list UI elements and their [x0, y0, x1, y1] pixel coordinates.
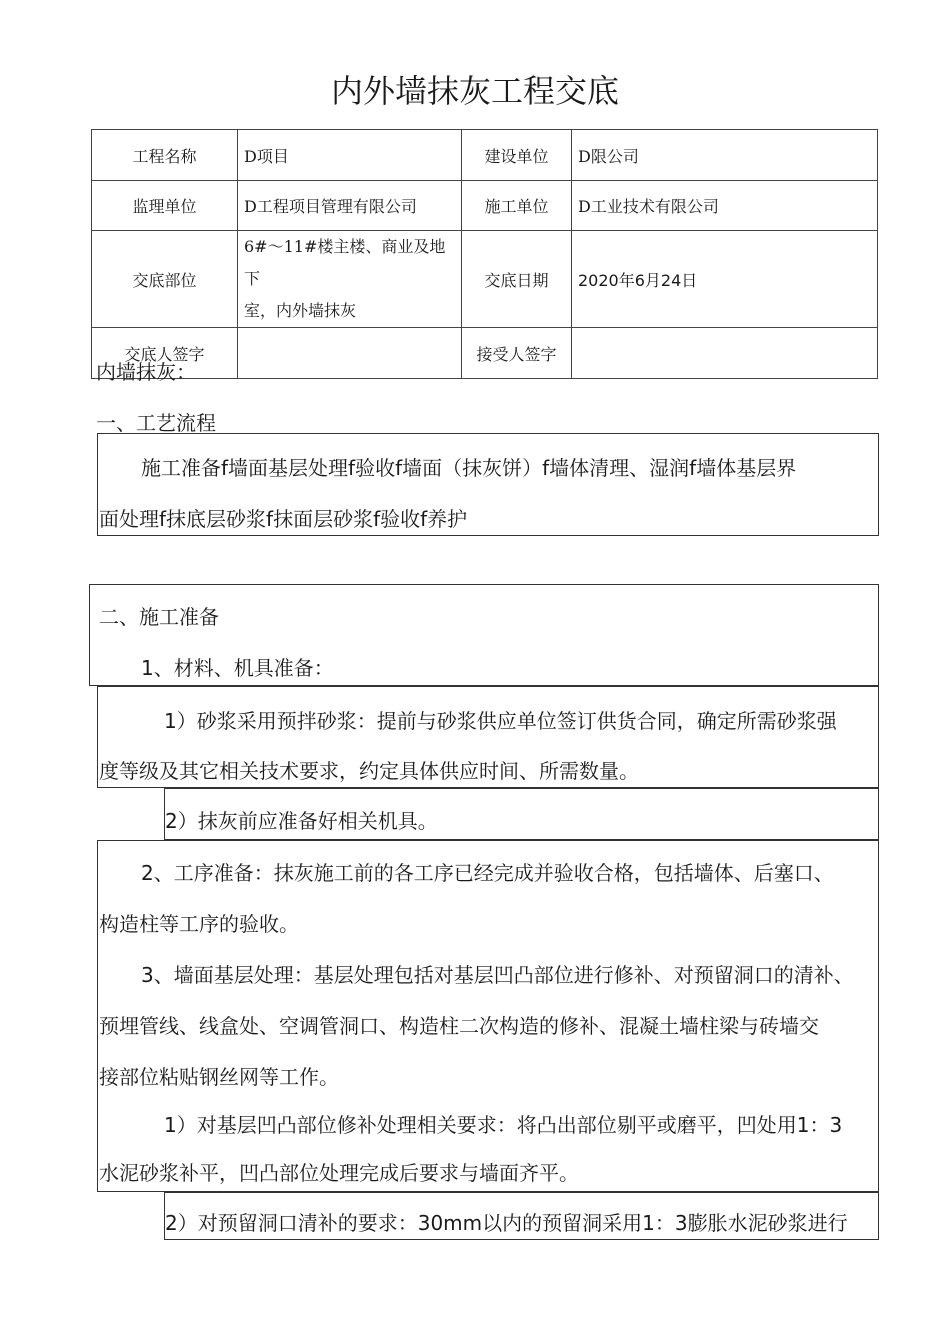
builder-value: D限公司	[572, 130, 878, 181]
item2-text: 2）抹灰前应准备好相关机具。	[165, 809, 438, 833]
supervisor-label: 监理单位	[92, 181, 238, 231]
project-name-value: D项目	[238, 130, 462, 181]
giver-sign-field	[238, 328, 462, 379]
process-line-2: 面处理f抹底层砂浆f抹面层砂浆f验收f养护	[99, 507, 468, 531]
project-name-label: 工程名称	[92, 130, 238, 181]
sub2-line-2: 构造柱等工序的验收。	[99, 912, 299, 936]
part-value	[238, 231, 462, 328]
page-title: 内外墙抹灰工程交底	[330, 72, 619, 110]
table-row	[92, 328, 878, 379]
item1-line-1: 1）砂浆采用预拌砂浆：提前与砂浆供应单位签订供货合同，确定所需砂浆强	[164, 709, 837, 733]
item4-line-1: 2）对预留洞口清补的要求：30mm以内的预留洞采用1：3膨胀水泥砂浆进行	[165, 1211, 848, 1235]
project-info-table	[91, 129, 878, 379]
sub3-line-2: 预埋管线、线盒处、空调管洞口、构造柱二次构造的修补、混凝土墙柱梁与砖墙交	[99, 1014, 819, 1038]
contractor-value: D工业技术有限公司	[572, 181, 878, 231]
item3-line-1: 1）对基层凹凸部位修补处理相关要求：将凸出部位剔平或磨平，凹处用1：3	[164, 1113, 843, 1137]
item1-line-2: 度等级及其它相关技术要求，约定具体供应时间、所需数量。	[99, 759, 639, 783]
contractor-label: 施工单位	[462, 181, 572, 231]
item3-line-2: 水泥砂浆补平，凹凸部位处理完成后要求与墙面齐平。	[99, 1161, 579, 1185]
table-row	[92, 231, 878, 328]
date-value: 2020年6月24日	[572, 231, 878, 328]
section1-heading: 一、工艺流程	[96, 411, 216, 435]
part-value-line1: 6#～11#楼主楼、商业及地下	[244, 237, 446, 288]
table-row	[92, 130, 878, 181]
sub1-heading: 1、材料、机具准备：	[141, 656, 334, 680]
part-value-line2: 室，内外墙抹灰	[244, 301, 357, 320]
supervisor-value: D工程项目管理有限公司	[238, 181, 462, 231]
sub3-line-3: 接部位粘贴钢丝网等工作。	[99, 1065, 339, 1089]
process-line-1: 施工准备f墙面基层处理f验收f墙面（抹灰饼）f墙体清理、湿润f墙体基层界	[141, 456, 797, 480]
receiver-sign-label: 接受人签字	[462, 328, 572, 379]
giver-sign-label: 交底人签字	[92, 328, 238, 379]
section2-heading: 二、施工准备	[99, 605, 219, 629]
part-label: 交底部位	[92, 231, 238, 328]
sub2-line-1: 2、工序准备：抹灰施工前的各工序已经完成并验收合格，包括墙体、后塞口、	[141, 861, 834, 885]
builder-label: 建设单位	[462, 130, 572, 181]
table-row	[92, 181, 878, 231]
inner-wall-heading: 内墙抹灰：	[96, 360, 196, 384]
date-label: 交底日期	[462, 231, 572, 328]
sub3-line-1: 3、墙面基层处理：基层处理包括对基层凹凸部位进行修补、对预留洞口的清补、	[141, 963, 854, 987]
receiver-sign-field	[572, 328, 878, 379]
